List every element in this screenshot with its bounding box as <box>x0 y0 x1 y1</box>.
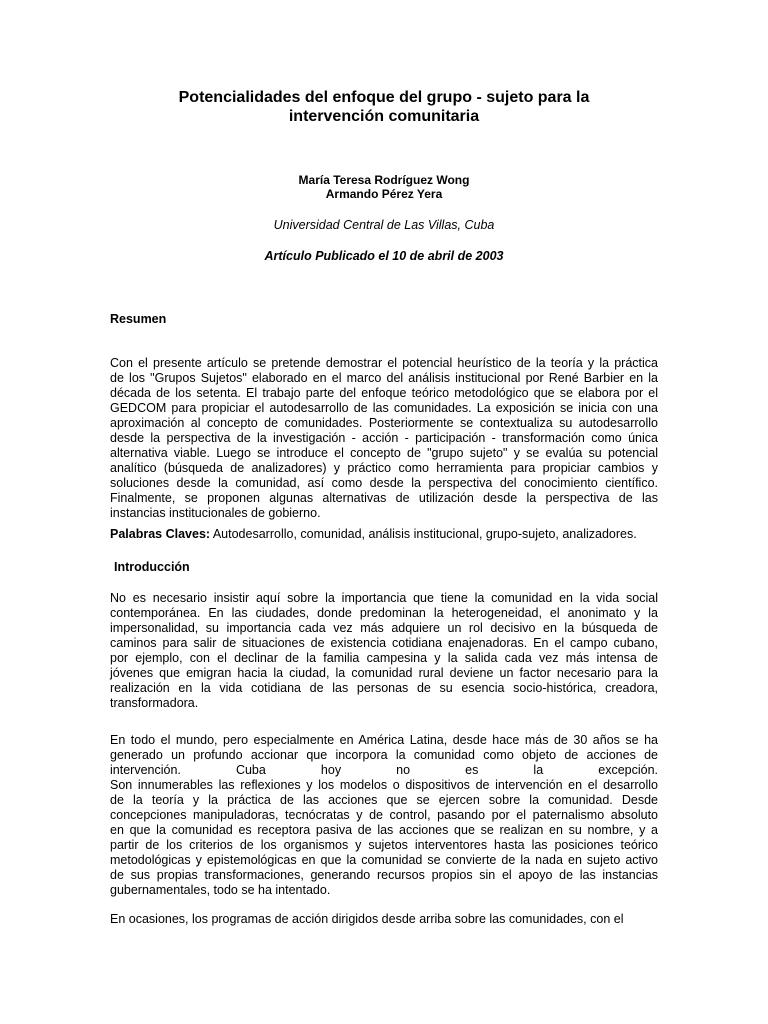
title-line-1: Potencialidades del enfoque del grupo - sujeto para la <box>178 89 590 106</box>
paragraph-line: gubernamentales, todo se ha intentado. <box>110 883 331 897</box>
paragraph-line: No es necesario insistir aquí sobre la importancia que tiene la comunidad en la vida social <box>110 591 658 605</box>
paragraph-line: Son innumerables las reflexiones y los modelos o dispositivos de intervención en el desarrollo <box>110 778 658 792</box>
paragraph-line: alternativa viable. Luego se introduce el concepto de "grupo sujeto" y se evalúa su potencial <box>110 446 658 460</box>
author-list <box>110 173 658 201</box>
paragraph-line: desde la perspectiva de la investigación - acción - participación - transformación como única <box>110 431 658 445</box>
paragraph-line: de sus propias transformaciones, generando recursos propios sin el apoyo de las instancias <box>110 868 658 882</box>
paragraph-line: de la teoría y la práctica de las acciones que se ejercen sobre la comunidad. Desde <box>110 793 658 807</box>
paragraph-line: En ocasiones, los programas de acción dirigidos desde arriba sobre las comunidades, con el <box>110 912 624 926</box>
paragraph-line: de los "Grupos Sujetos" elaborado en el marco del análisis institucional por René Barbier en la <box>110 371 658 385</box>
paragraph-line: GEDCOM para propiciar el autodesarrollo de las comunidades. La exposición se inicia con una <box>110 401 658 415</box>
paragraph-line: impersonalidad, su importancia cada vez más adquiere un rol decisivo en la búsqueda de <box>110 621 658 635</box>
paragraph-line: generado un profundo accionar que incorpora la comunidad como objeto de acciones de <box>110 748 658 762</box>
paragraph-line: Finalmente, se proponen algunas alternativas de utilización desde la perspectiva de las <box>110 491 658 505</box>
paragraph-line: transformadora. <box>110 696 199 710</box>
intro-paragraph-1 <box>110 591 658 711</box>
paragraph-line: contemporánea. En las ciudades, donde predominan la heterogeneidad, el anonimato y la <box>110 606 658 620</box>
introduction-heading: Introducción <box>114 560 190 574</box>
paragraph-line: por ejemplo, con el declinar de la familia campesina y la salida cada vez más intensa de <box>110 651 658 665</box>
abstract-heading: Resumen <box>110 312 167 326</box>
paragraph-line: aproximación al concepto de comunidades. Posteriormente se contextualiza su autodesarrollo <box>110 416 658 430</box>
paragraph-line: en que la comunidad es receptora pasiva de las acciones que se realizan en su nombre, y a <box>110 823 658 837</box>
keywords <box>110 527 670 542</box>
paragraph-line: realización en la vida cotidiana de las personas de su esencia socio-histórica, creadora, <box>110 681 658 695</box>
paragraph-line: concepciones manipuladoras, tecnócratas y de control, pasando por el paternalismo absoluto <box>110 808 658 822</box>
intro-paragraph-2 <box>110 733 658 898</box>
document-title <box>110 88 658 126</box>
paragraph-line: metodológicas y epistemológicas en que la comunidad se convierte de la nada en sujeto activo <box>110 853 658 867</box>
paragraph-line: década de los setenta. El trabajo parte del enfoque teórico metodológico que se elabora por el <box>110 386 658 400</box>
paragraph-line: En todo el mundo, pero especialmente en América Latina, desde hace más de 30 años se ha <box>110 733 658 747</box>
keywords-label: Palabras Claves: <box>110 527 211 541</box>
title-line-2: intervención comunitaria <box>288 108 480 125</box>
paragraph-line: intervención. Cuba hoy no es la excepción. <box>110 763 658 777</box>
author-2: Armando Pérez Yera <box>325 187 443 201</box>
keywords-text: Autodesarrollo, comunidad, análisis institucional, grupo-sujeto, analizadores. <box>210 527 637 541</box>
paragraph-line: Con el presente artículo se pretende demostrar el potencial heurístico de la teoría y la práctica <box>110 356 658 370</box>
paragraph-line: partir de los criterios de los organismos y sujetos interventores hasta las posiciones teórico <box>110 838 658 852</box>
publication-date: Artículo Publicado el 10 de abril de 2003 <box>264 249 504 263</box>
intro-paragraph-3 <box>110 912 658 927</box>
paragraph-line: jóvenes que emigran hacia la ciudad, la comunidad rural deviene un factor necesario para la <box>110 666 658 680</box>
paragraph-line: soluciones desde la comunidad, así como desde la perspectiva del conocimiento científico. <box>110 476 658 490</box>
paragraph-line: analítico (búsqueda de analizadores) y práctico como herramienta para propiciar cambios y <box>110 461 658 475</box>
affiliation: Universidad Central de Las Villas, Cuba <box>273 218 495 232</box>
author-1: María Teresa Rodríguez Wong <box>298 173 470 187</box>
abstract-paragraph <box>110 356 658 521</box>
paragraph-line: instancias institucionales de gobierno. <box>110 506 321 520</box>
paragraph-line: caminos para salir de situaciones de existencia cotidiana enajenadoras. En el campo cubano, <box>110 636 658 650</box>
